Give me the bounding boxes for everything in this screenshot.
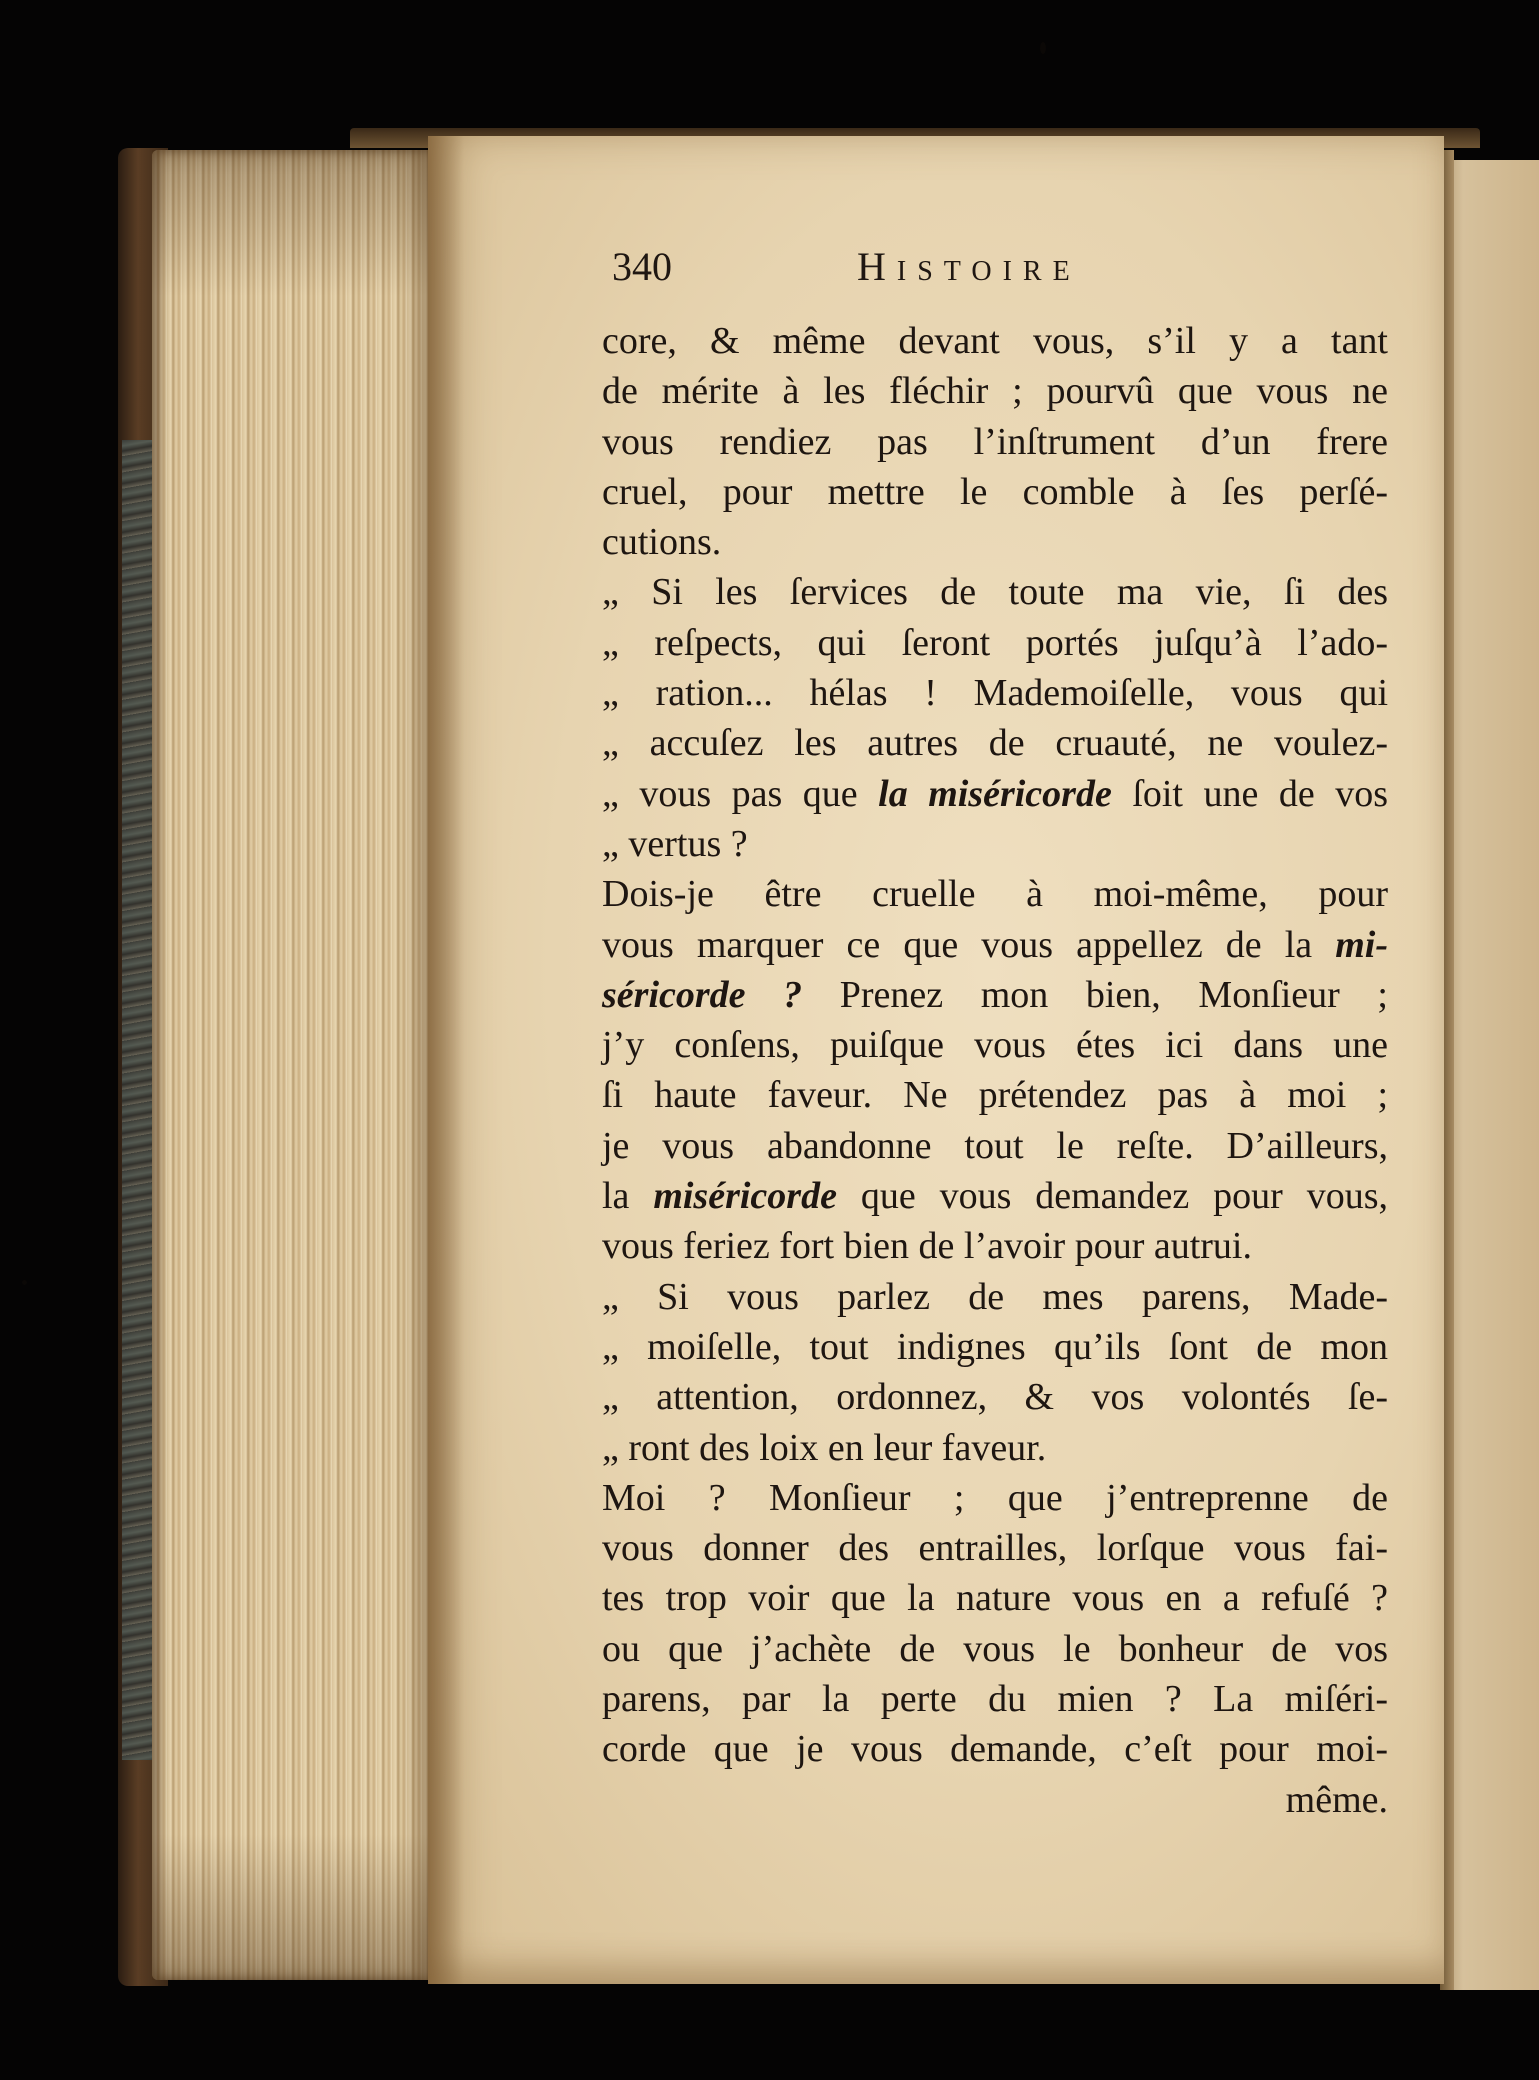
text-line bbox=[602, 1020, 1388, 1070]
facing-page bbox=[1444, 160, 1539, 1990]
text-segment: je vous abandonne tout le reſte. D’ailleurs, bbox=[602, 1124, 1388, 1167]
text-line bbox=[602, 417, 1388, 467]
page-stack-shadow bbox=[152, 150, 432, 1980]
text-line bbox=[602, 1322, 1388, 1372]
text-line bbox=[602, 1674, 1388, 1724]
text-line bbox=[602, 920, 1388, 970]
text-segment: cutions. bbox=[602, 521, 722, 564]
text-line bbox=[602, 1624, 1388, 1674]
text-line bbox=[602, 1423, 1388, 1473]
dust-speck bbox=[1040, 42, 1046, 54]
text-line bbox=[602, 1473, 1388, 1523]
text-line bbox=[602, 517, 1388, 567]
running-head bbox=[612, 242, 1212, 292]
text-line bbox=[602, 1573, 1388, 1623]
text-segment: ſi haute faveur. Ne prétendez pas à moi ; bbox=[602, 1074, 1388, 1117]
text-line bbox=[602, 1121, 1388, 1171]
text-line bbox=[602, 1171, 1388, 1221]
text-segment: tes trop voir que la nature vous en a refuſé ? bbox=[602, 1577, 1388, 1620]
text-segment: la bbox=[602, 1175, 654, 1218]
text-line bbox=[602, 970, 1388, 1020]
italic-phrase: mi- bbox=[1335, 923, 1388, 966]
text-segment: vous donner des entrailles, lorſque vous fai- bbox=[602, 1527, 1388, 1570]
text-segment: même. bbox=[1285, 1778, 1388, 1821]
italic-phrase: séricorde ? bbox=[602, 973, 803, 1016]
text-segment: j’y conſens, puiſque vous étes ici dans une bbox=[602, 1024, 1388, 1067]
text-line bbox=[602, 1523, 1388, 1573]
text-segment: Dois-je être cruelle à moi-même, pour bbox=[602, 873, 1388, 916]
text-line bbox=[602, 869, 1388, 919]
text-segment: que vous demandez pour vous, bbox=[836, 1175, 1388, 1218]
text-segment: cruel, pour mettre le comble à ſes perſé- bbox=[602, 470, 1388, 513]
text-segment: vous feriez fort bien de l’avoir pour autrui. bbox=[602, 1225, 1252, 1268]
text-line bbox=[602, 1272, 1388, 1322]
italic-phrase: miséricorde bbox=[653, 1175, 837, 1218]
text-segment: Prenez mon bien, Monſieur ; bbox=[802, 973, 1388, 1016]
body-text bbox=[602, 316, 1388, 1825]
text-segment: „ Si les ſervices de toute ma vie, ſi des bbox=[602, 571, 1388, 614]
text-segment: de mérite à les fléchir ; pourvû que vous ne bbox=[602, 370, 1388, 413]
italic-phrase: la miséricorde bbox=[878, 772, 1112, 815]
text-segment: „ Si vous parlez de mes parens, Made- bbox=[602, 1275, 1388, 1318]
text-line bbox=[602, 1724, 1388, 1774]
text-segment: corde que je vous demande, c’eſt pour moi- bbox=[602, 1728, 1388, 1771]
text-segment: vous rendiez pas l’inſtrument d’un frere bbox=[602, 420, 1388, 463]
text-line bbox=[602, 567, 1388, 617]
text-line bbox=[602, 316, 1388, 366]
text-line bbox=[602, 668, 1388, 718]
text-line bbox=[602, 618, 1388, 668]
dust-speck bbox=[22, 1280, 27, 1285]
text-line bbox=[602, 366, 1388, 416]
text-segment: „ accuſez les autres de cruauté, ne voulez- bbox=[602, 722, 1388, 765]
text-segment: ſoit une de vos bbox=[1111, 772, 1388, 815]
page-gutter-shadow bbox=[428, 136, 464, 1984]
page-number: 340 bbox=[612, 244, 672, 289]
text-segment: core, & même devant vous, s’il y a tant bbox=[602, 320, 1388, 362]
text-segment: parens, par la perte du mien ? La miſéri- bbox=[602, 1678, 1388, 1721]
text-segment: „ vertus ? bbox=[602, 822, 748, 865]
text-line bbox=[602, 1070, 1388, 1120]
text-segment: Moi ? Monſieur ; que j’entreprenne de bbox=[602, 1476, 1388, 1519]
text-line bbox=[602, 819, 1388, 869]
running-title: Histoire bbox=[857, 244, 1081, 289]
text-line bbox=[602, 769, 1388, 819]
text-segment: ou que j’achète de vous le bonheur de vos bbox=[602, 1627, 1388, 1670]
text-line bbox=[602, 1372, 1388, 1422]
text-segment: vous marquer ce que vous appellez de la bbox=[602, 923, 1336, 966]
text-segment: „ reſpects, qui ſeront portés juſqu’à l’ado- bbox=[602, 621, 1388, 664]
text-line bbox=[602, 467, 1388, 517]
text-segment: „ vous pas que bbox=[602, 772, 879, 815]
text-line bbox=[602, 1221, 1388, 1271]
text-line bbox=[602, 718, 1388, 768]
text-segment: „ ration... hélas ! Mademoiſelle, vous qui bbox=[602, 672, 1388, 715]
text-segment: „ attention, ordonnez, & vos volontés ſe- bbox=[602, 1376, 1388, 1419]
text-line bbox=[602, 1775, 1388, 1825]
text-segment: „ ront des loix en leur faveur. bbox=[602, 1426, 1047, 1469]
text-segment: „ moiſelle, tout indignes qu’ils ſont de mon bbox=[602, 1325, 1388, 1368]
